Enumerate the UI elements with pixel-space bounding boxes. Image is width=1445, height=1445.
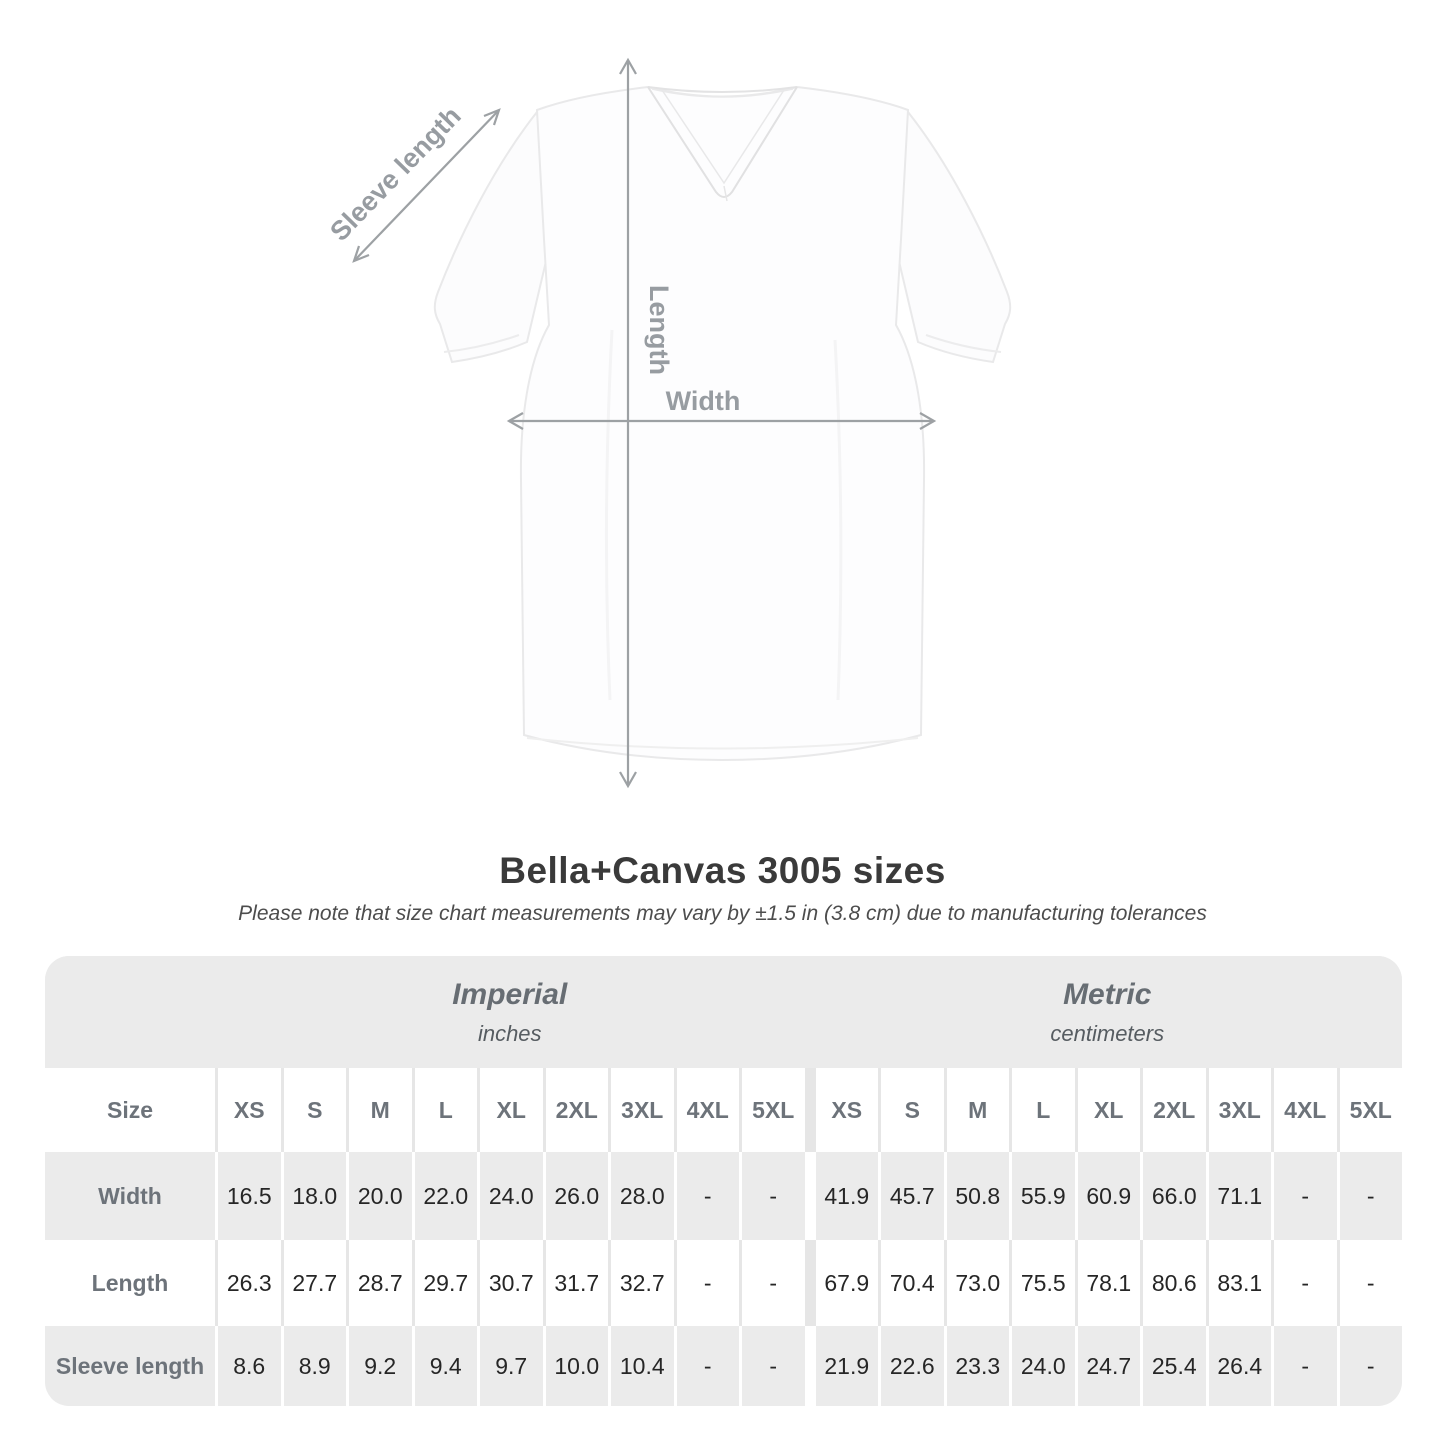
size-col-header: M [944, 1068, 1010, 1152]
size-col-header: XL [477, 1068, 543, 1152]
value-cell: 73.0 [944, 1240, 1010, 1326]
table-row-width [45, 1152, 1402, 1240]
row-label-width: Width [45, 1152, 215, 1240]
section-gap [805, 1326, 813, 1406]
value-cell: 55.9 [1009, 1152, 1075, 1240]
imperial-label: Imperial [452, 977, 568, 1011]
size-header: Size [45, 1068, 215, 1152]
value-cell: - [739, 1326, 805, 1406]
value-cell: 50.8 [944, 1152, 1010, 1240]
value-cell: 70.4 [878, 1240, 944, 1326]
value-cell: - [674, 1240, 740, 1326]
size-table [45, 956, 1402, 1406]
value-cell: 26.3 [215, 1240, 281, 1326]
value-cell: 26.4 [1206, 1326, 1272, 1406]
row-label-length: Length [45, 1240, 215, 1326]
value-cell: 32.7 [608, 1240, 674, 1326]
width-label: Width [665, 386, 741, 416]
value-cell: 71.1 [1206, 1152, 1272, 1240]
value-cell: 8.6 [215, 1326, 281, 1406]
tshirt-left-sleeve [435, 112, 551, 362]
size-col-header: XS [813, 1068, 879, 1152]
value-cell: - [1271, 1240, 1337, 1326]
size-col-header: XS [215, 1068, 281, 1152]
value-cell: 78.1 [1075, 1240, 1141, 1326]
value-cell: 45.7 [878, 1152, 944, 1240]
value-cell: - [674, 1326, 740, 1406]
value-cell: - [1271, 1326, 1337, 1406]
value-cell: 9.7 [477, 1326, 543, 1406]
value-cell: 25.4 [1140, 1326, 1206, 1406]
value-cell: 80.6 [1140, 1240, 1206, 1326]
size-col-header: M [346, 1068, 412, 1152]
value-cell: 66.0 [1140, 1152, 1206, 1240]
value-cell: 23.3 [944, 1326, 1010, 1406]
value-cell: - [1337, 1326, 1403, 1406]
page-title: Bella+Canvas 3005 sizes [499, 850, 946, 891]
value-cell: 60.9 [1075, 1152, 1141, 1240]
value-cell: 16.5 [215, 1152, 281, 1240]
table-row-length [45, 1240, 1402, 1326]
imperial-unit-label: inches [477, 1020, 542, 1046]
size-col-header: 3XL [608, 1068, 674, 1152]
unit-band-spacer [45, 956, 215, 1068]
size-col-header: 4XL [1271, 1068, 1337, 1152]
value-cell: - [1337, 1152, 1403, 1240]
unit-band-row [45, 956, 1402, 1068]
value-cell: - [674, 1152, 740, 1240]
value-cell: 21.9 [813, 1326, 879, 1406]
value-cell: 24.7 [1075, 1326, 1141, 1406]
metric-unit-label: centimeters [1050, 1020, 1165, 1046]
row-label-sleeve-length: Sleeve length [45, 1326, 215, 1406]
value-cell: - [739, 1240, 805, 1326]
size-col-header: 2XL [1140, 1068, 1206, 1152]
length-label: Length [644, 285, 674, 375]
value-cell: 28.7 [346, 1240, 412, 1326]
size-col-header: L [1009, 1068, 1075, 1152]
size-col-header: 3XL [1206, 1068, 1272, 1152]
sleeve-length-label: Sleeve length [324, 100, 467, 247]
value-cell: 22.6 [878, 1326, 944, 1406]
metric-label: Metric [1063, 977, 1152, 1011]
imperial-section-header [215, 956, 805, 1068]
value-cell: 27.7 [281, 1240, 347, 1326]
value-cell: 75.5 [1009, 1240, 1075, 1326]
value-cell: - [1271, 1152, 1337, 1240]
tshirt-body [521, 87, 924, 760]
value-cell: 67.9 [813, 1240, 879, 1326]
section-gap [805, 1152, 813, 1240]
value-cell: 10.0 [543, 1326, 609, 1406]
value-cell: 8.9 [281, 1326, 347, 1406]
value-cell: - [1337, 1240, 1403, 1326]
size-col-header: S [281, 1068, 347, 1152]
value-cell: 9.2 [346, 1326, 412, 1406]
value-cell: 31.7 [543, 1240, 609, 1326]
value-cell: 83.1 [1206, 1240, 1272, 1326]
value-cell: 30.7 [477, 1240, 543, 1326]
section-gap [805, 1240, 813, 1326]
size-col-header: 5XL [739, 1068, 805, 1152]
value-cell: 20.0 [346, 1152, 412, 1240]
value-cell: 29.7 [412, 1240, 478, 1326]
value-cell: - [739, 1152, 805, 1240]
value-cell: 28.0 [608, 1152, 674, 1240]
value-cell: 26.0 [543, 1152, 609, 1240]
size-col-header: 4XL [674, 1068, 740, 1152]
size-col-header: 2XL [543, 1068, 609, 1152]
metric-section-header [813, 956, 1403, 1068]
unit-band-gap [805, 956, 813, 1068]
value-cell: 24.0 [477, 1152, 543, 1240]
value-cell: 22.0 [412, 1152, 478, 1240]
value-cell: 18.0 [281, 1152, 347, 1240]
size-col-header: 5XL [1337, 1068, 1403, 1152]
title-block [0, 850, 1445, 926]
size-col-header: L [412, 1068, 478, 1152]
tshirt-right-sleeve [894, 112, 1010, 362]
value-cell: 9.4 [412, 1326, 478, 1406]
section-gap [805, 1068, 813, 1152]
size-col-header: S [878, 1068, 944, 1152]
size-col-header: XL [1075, 1068, 1141, 1152]
value-cell: 41.9 [813, 1152, 879, 1240]
size-header-row [45, 1068, 1402, 1152]
value-cell: 24.0 [1009, 1326, 1075, 1406]
value-cell: 10.4 [608, 1326, 674, 1406]
tolerance-note: Please note that size chart measurements may vary by ±1.5 in (3.8 cm) due to manufacturing tolerances [238, 902, 1207, 925]
table-row-sleeve-length [45, 1326, 1402, 1406]
